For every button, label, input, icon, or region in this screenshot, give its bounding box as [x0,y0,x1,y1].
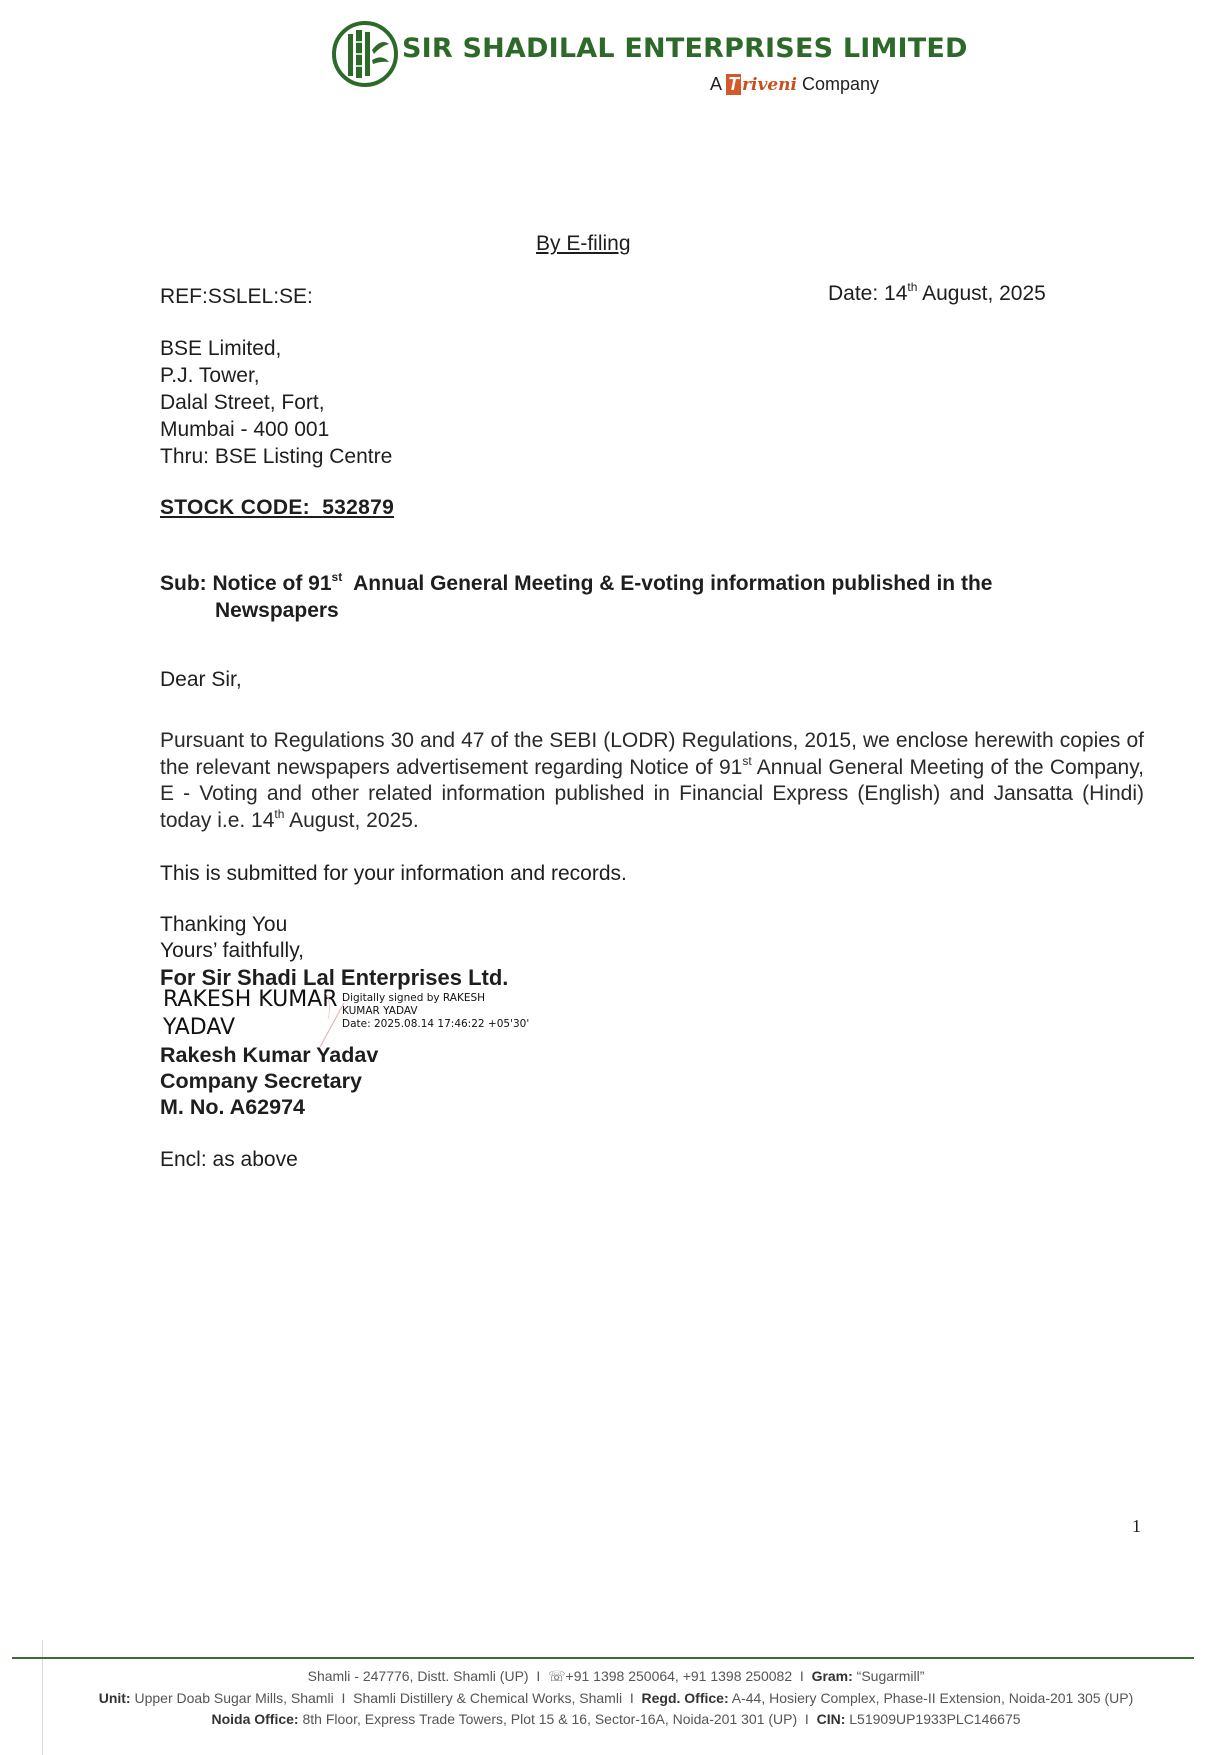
noida-value: 8th Floor, Express Trade Towers, Plot 15 & 16, Sector-16A, Noida-201 301 (UP) I [298,1711,817,1727]
tagline-prefix: A [710,74,722,94]
closing-line: Yours’ faithfully, [160,939,304,962]
recipient-address [160,335,392,470]
triveni-logo-text: riveni [742,75,797,95]
body-part1: Pursuant to Regulations 30 and 47 of the SEBI (LODR) Regulations, 2015, we enclose herewith copies of the relevant newspapers advertisement regarding Notice of 91 [160,729,1144,779]
membership-number: M. No. A62974 [160,1095,305,1119]
signatory-name: Rakesh Kumar Yadav [160,1043,379,1067]
subject-prefix: Sub: Notice of 91 [160,572,332,595]
for-company: For Sir Shadi Lal Enterprises Ltd. [160,965,509,990]
unit-value: Upper Doab Sugar Mills, Shamli I Shamli Distillery & Chemical Works, Shamli I [130,1690,642,1706]
body-paragraph [160,728,1144,834]
body-sup2: th [274,806,285,821]
phone-icon: ☏ [548,1668,566,1684]
signature-name-line: YADAV [163,1015,236,1040]
company-name: SIR SHADILAL ENTERPRISES LIMITED [402,33,968,64]
closing [160,912,304,964]
subject-line2: Newspapers [215,599,339,622]
enclosure-note: Encl: as above [160,1148,298,1171]
letter-date [828,280,1046,307]
footer-noida-line [0,1711,1232,1727]
tagline-suffix: Company [801,74,880,94]
signature-detail-line: Date: 2025.08.14 17:46:22 +05'30' [342,1018,530,1030]
unit-label: Unit: [98,1690,131,1706]
regd-label: Regd. Office: [641,1690,729,1706]
filing-mode: By E-filing [536,232,631,255]
footer-unit-line [0,1690,1232,1706]
body-part3: August, 2025. [284,808,419,832]
footer-phones: +91 1398 250064, +91 1398 250082 I [565,1668,812,1684]
salutation: Dear Sir, [160,668,242,691]
body-sup1: st [742,753,752,768]
subject-suffix: Annual General Meeting & E-voting information published in the [342,572,993,595]
address-line: P.J. Tower, [160,364,260,387]
page-number: 1 [1132,1516,1141,1536]
address-line: Mumbai - 400 001 [160,418,330,441]
reference-number: REF:SSLEL:SE: [160,285,313,308]
signatory-block [160,1042,378,1120]
address-line: Dalal Street, Fort, [160,391,325,414]
closing-line: Thanking You [160,913,288,936]
gram-value: “Sugarmill” [852,1668,925,1684]
triveni-logo-initial: T [728,74,740,94]
cin-label: CIN: [816,1711,846,1727]
cin-value: L51909UP1933PLC146675 [845,1711,1021,1727]
company-tagline [710,74,879,95]
footer-address: Shamli - 247776, Distt. Shamli (UP) I [307,1668,549,1684]
address-line: BSE Limited, [160,337,282,360]
submission-note: This is submitted for your information and records. [160,862,627,885]
regd-value: A-44, Hosiery Complex, Phase-II Extension, Noida-201 305 (UP) [728,1690,1134,1706]
footer-divider [12,1657,1194,1659]
company-logo [331,20,399,88]
body-part2: Annual General Meeting of the Company, E - Voting and other related information published in Financial Express (English) and Jansatta (Hindi) today i.e. 14 [160,755,1145,832]
signature-detail-line: KUMAR YADAV [342,1005,418,1017]
signatory-title: Company Secretary [160,1069,362,1093]
signature-details [342,992,529,1031]
date-suffix: August, 2025 [917,282,1046,305]
signature-name-line: RAKESH KUMAR [163,987,338,1012]
subject [160,570,1100,624]
address-line: Thru: BSE Listing Centre [160,445,393,468]
date-prefix: Date: 14 [828,282,908,305]
footer-contact-line [0,1668,1232,1685]
signature-detail-line: Digitally signed by RAKESH [342,992,486,1004]
noida-label: Noida Office: [211,1711,299,1727]
subject-sup: st [331,570,343,584]
stock-code: STOCK CODE: 532879 [160,496,395,519]
date-sup: th [907,280,918,294]
gram-label: Gram: [811,1668,853,1684]
